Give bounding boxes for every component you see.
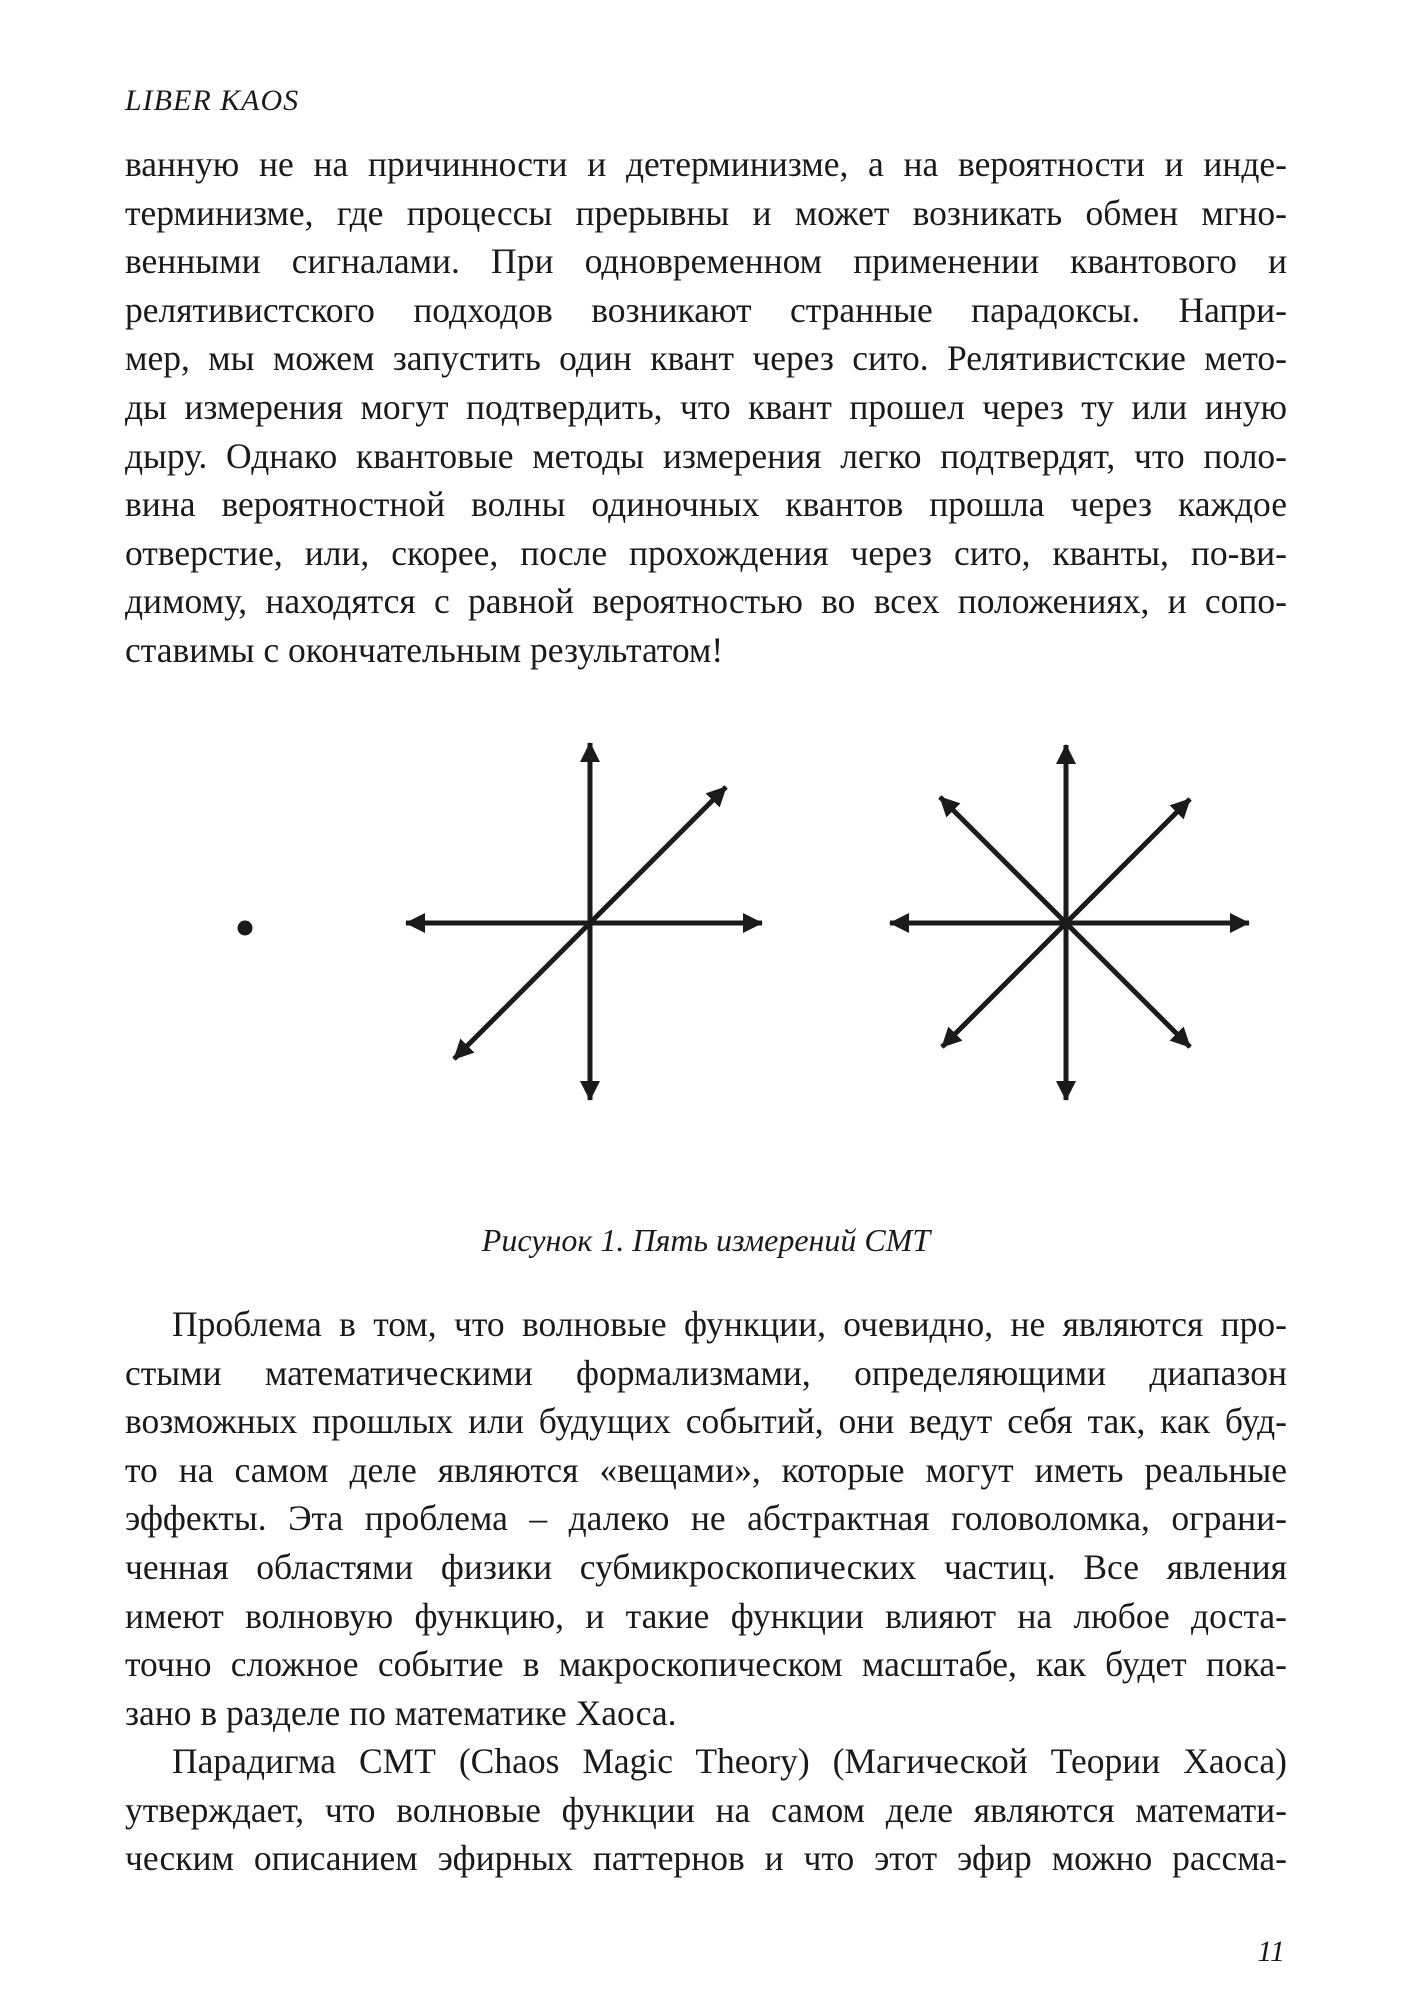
arrow-up-left	[940, 797, 1066, 923]
paragraph-1	[125, 140, 1287, 675]
dot-point-icon	[238, 921, 253, 936]
text-line: эффекты. Эта проблема – далеко не абстрактная головоломка, ограни-	[125, 1498, 1287, 1539]
text-line: зано в разделе по математике Хаоса.	[125, 1692, 677, 1733]
figure-illustration	[125, 690, 1287, 1150]
text-line: терминизме, где процессы прерывны и может возникать обмен мгно-	[125, 192, 1287, 233]
text-line: Парадигма СМТ (Chaos Magic Theory) (Магической Теории Хаоса)	[172, 1741, 1287, 1781]
text-line: венными сигналами. При одновременном применении квантового и	[125, 241, 1287, 282]
text-line: дыру. Однако квантовые методы измерения легко подтвердят, что поло-	[125, 435, 1287, 476]
text-line: ды измерения могут подтвердить, что квант прошел через ту или иную	[125, 386, 1287, 427]
arrow-down-left	[942, 923, 1066, 1047]
page-number: 11	[1257, 1935, 1285, 1968]
figure-five-dimensions	[125, 690, 1287, 1150]
text-line: релятивистского подходов возникают странные парадоксы. Напри-	[125, 289, 1287, 330]
text-line: ванную не на причинности и детерминизме, а на вероятности и инде-	[125, 144, 1287, 184]
paragraph-2	[125, 1300, 1287, 1737]
text-line: ставимы с окончательным результатом!	[125, 629, 724, 670]
text-line: отверстие, или, скорее, после прохождения через сито, кванты, по-ви-	[125, 532, 1287, 573]
text-line: Проблема в том, что волновые функции, очевидно, не являются про-	[172, 1304, 1287, 1344]
arrow-up-right	[590, 787, 726, 923]
text-line: возможных прошлых или будущих событий, они ведут себя так, как буд-	[125, 1401, 1287, 1442]
figure-caption: Рисунок 1. Пять измерений СМТ	[481, 1222, 931, 1258]
text-line: вина вероятностной волны одиночных квантов прошла через каждое	[125, 484, 1287, 525]
four-arrow-cross-icon	[406, 743, 762, 1100]
text-line: ченная областями физики субмикроскопических частиц. Все явления	[125, 1546, 1287, 1587]
text-line: имеют волновую функцию, и такие функции влияют на любое доста-	[125, 1595, 1287, 1636]
text-line: ческим описанием эфирных паттернов и что этот эфир можно рассма-	[125, 1838, 1287, 1879]
arrow-down-left	[454, 923, 590, 1059]
text-line: то на самом деле являются «вещами», которые могут иметь реальные	[125, 1449, 1287, 1490]
text-line: утверждает, что волновые функции на самом деле являются математи-	[125, 1789, 1287, 1830]
arrow-up-right	[1066, 799, 1190, 923]
paragraph-3	[125, 1737, 1287, 1883]
arrow-down-right	[1066, 923, 1190, 1047]
eight-arrow-chaos-star-icon	[890, 745, 1249, 1100]
running-header: LIBER KAOS	[125, 84, 300, 117]
text-line: стыми математическими формализмами, определяющими диапазон	[125, 1352, 1287, 1393]
text-line: мер, мы можем запустить один квант через сито. Релятивистские мето-	[125, 338, 1287, 379]
text-line: точно сложное событие в макроскопическом масштабе, как будет пока-	[125, 1644, 1287, 1685]
text-line: димому, находятся с равной вероятностью во всех положениях, и сопо-	[125, 581, 1287, 622]
